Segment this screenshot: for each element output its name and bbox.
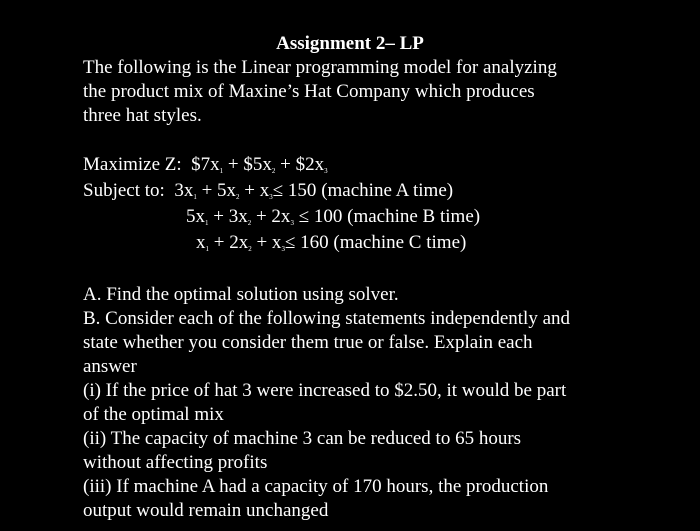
constraint-1-sub-2: 2 xyxy=(236,193,240,201)
constraint-3-term-2: + 2x xyxy=(209,232,249,253)
constraint-1-note: (machine A time) xyxy=(321,180,454,201)
objective-label: Maximize Z: xyxy=(83,154,182,175)
objective-sub-3: 3 xyxy=(324,167,328,175)
constraint-2-rhs: ≤ 100 xyxy=(293,206,343,227)
question-a: A. Find the optimal solution using solver. xyxy=(83,284,399,305)
statement-ii-line-1: (ii) The capacity of machine 3 can be reduced to 65 hours xyxy=(83,428,522,449)
statement-ii-line-2: without affecting profits xyxy=(83,452,268,473)
constraint-3-sub-2: 2 xyxy=(248,245,252,253)
constraint-1-rhs: ≤ 150 xyxy=(272,180,317,201)
constraint-1-term-3: + x xyxy=(239,180,270,201)
objective-function xyxy=(83,154,328,176)
constraint-1-sub-3: 3 xyxy=(269,193,273,201)
statement-i-line-1: (i) If the price of hat 3 were increased to $2.50, it would be part xyxy=(83,380,567,401)
constraint-2-sub-1: 1 xyxy=(205,219,209,227)
constraint-1 xyxy=(83,180,453,202)
statement-iii-line-1: (iii) If machine A had a capacity of 170 hours, the production xyxy=(83,476,549,497)
constraint-2-term-1: 5x xyxy=(186,206,205,227)
intro-line-2: the product mix of Maxine’s Hat Company which produces xyxy=(83,81,535,102)
constraint-2 xyxy=(186,206,480,228)
statement-i-line-2: of the optimal mix xyxy=(83,404,224,425)
constraint-1-term-1: 3x xyxy=(174,180,194,201)
statement-iii-line-2: output would remain unchanged xyxy=(83,500,329,521)
intro-line-1: The following is the Linear programming model for analyzing xyxy=(83,57,557,78)
constraint-2-note: (machine B time) xyxy=(347,206,481,227)
constraint-1-term-2: + 5x xyxy=(196,180,237,201)
intro-line-3: three hat styles. xyxy=(83,105,202,126)
constraint-2-sub-2: 2 xyxy=(247,219,252,227)
objective-sub-2: 2 xyxy=(271,167,276,175)
constraint-1-sub-1: 1 xyxy=(193,193,197,201)
constraint-3-term-1: x xyxy=(196,232,206,253)
question-b-line-1: B. Consider each of the following statements independently and xyxy=(83,308,571,329)
page-title: Assignment 2– LP xyxy=(276,33,424,54)
question-b-line-2: state whether you consider them true or false. Explain each xyxy=(83,332,533,353)
objective-term-1: $7x xyxy=(191,154,220,175)
constraint-2-term-2: + 3x xyxy=(208,206,248,227)
constraint-2-term-3: + 2x xyxy=(251,206,291,227)
subject-to-label: Subject to: xyxy=(83,180,165,201)
constraint-2-sub-3: 3 xyxy=(290,219,294,227)
constraint-3-sub-1: 1 xyxy=(205,245,209,253)
question-b-line-3: answer xyxy=(83,356,137,377)
objective-term-2: + $5x xyxy=(223,154,272,175)
constraint-3-term-3: + x xyxy=(251,232,282,253)
constraint-3-sub-3: 3 xyxy=(281,245,285,253)
constraint-3-rhs: ≤ 160 xyxy=(284,232,329,253)
constraint-3 xyxy=(196,232,466,254)
constraint-3-note: (machine C time) xyxy=(333,232,467,253)
objective-sub-1: 1 xyxy=(219,167,224,175)
objective-term-3: + $2x xyxy=(275,154,325,175)
